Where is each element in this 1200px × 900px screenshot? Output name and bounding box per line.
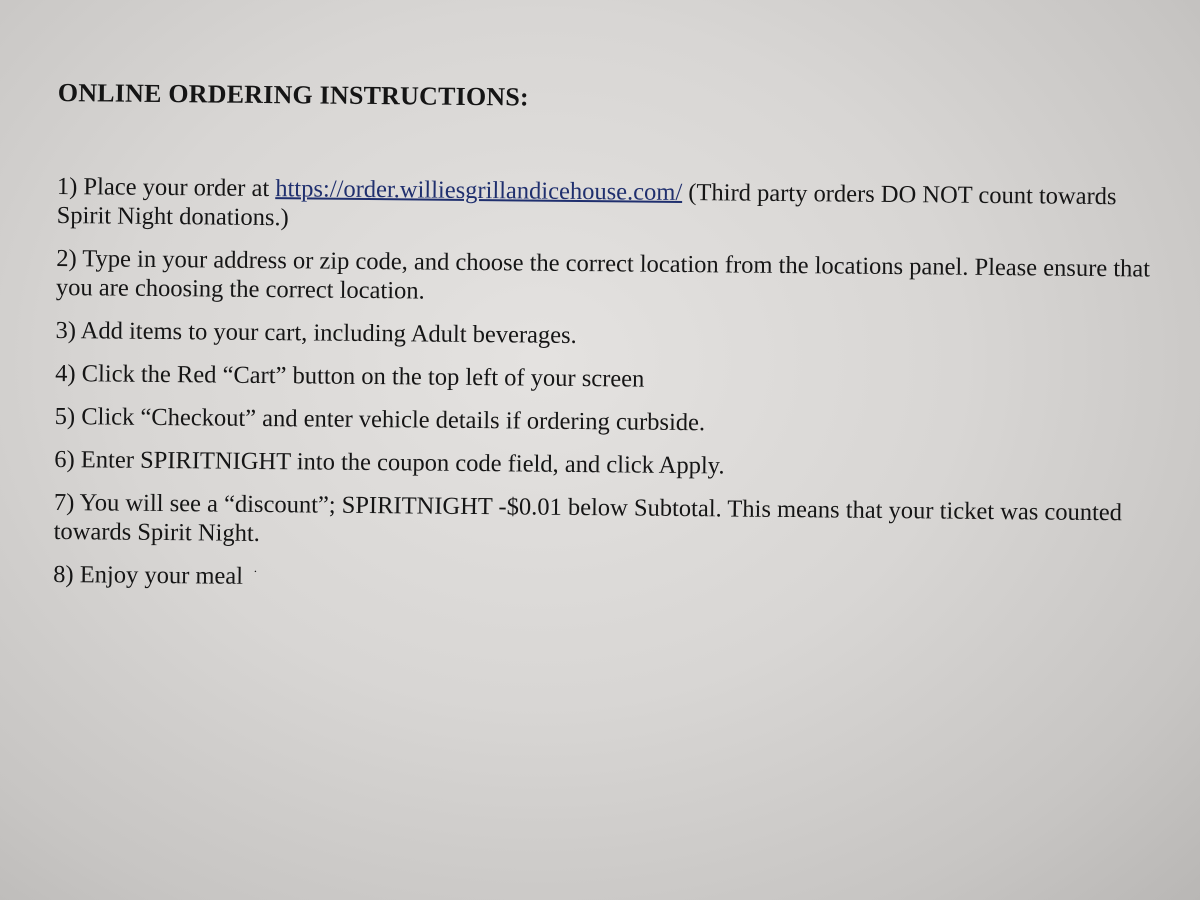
- step-1-text-before: 1) Place your order at: [56, 172, 276, 203]
- step-6: 6) Enter SPIRITNIGHT into the coupon code field, and click Apply.: [54, 445, 725, 480]
- instruction-sheet: [53, 78, 1178, 614]
- step-2: 2) Type in your address or zip code, and choose the correct location from the locations panel. Please ensure that you are choosing the correct location.: [55, 244, 1151, 305]
- step-8-text: 8) Enjoy your meal: [53, 560, 244, 590]
- step-7: 7) You will see a “discount”; SPIRITNIGHT -$0.01 below Subtotal. This means that your ticket was counted towards Spirit Night.: [53, 488, 1123, 547]
- step-8: [53, 560, 1153, 600]
- step-5: 5) Click “Checkout” and enter vehicle details if ordering curbside.: [54, 402, 706, 437]
- step-1: [57, 172, 1158, 241]
- step-1-text-after: (Third party orders DO NOT count towards Spirit Night donations.): [56, 178, 1117, 232]
- step-4: 4) Click the Red “Cart” button on the top left of your screen: [55, 359, 645, 393]
- step-3: 3) Add items to your cart, including Adult beverages.: [55, 316, 577, 349]
- instruction-list: [53, 172, 1177, 600]
- stray-mark: ˙: [252, 568, 258, 584]
- order-link[interactable]: https://order.williesgrillandicehouse.com/: [275, 175, 683, 206]
- document-heading: ONLINE ORDERING INSTRUCTIONS:: [57, 78, 529, 112]
